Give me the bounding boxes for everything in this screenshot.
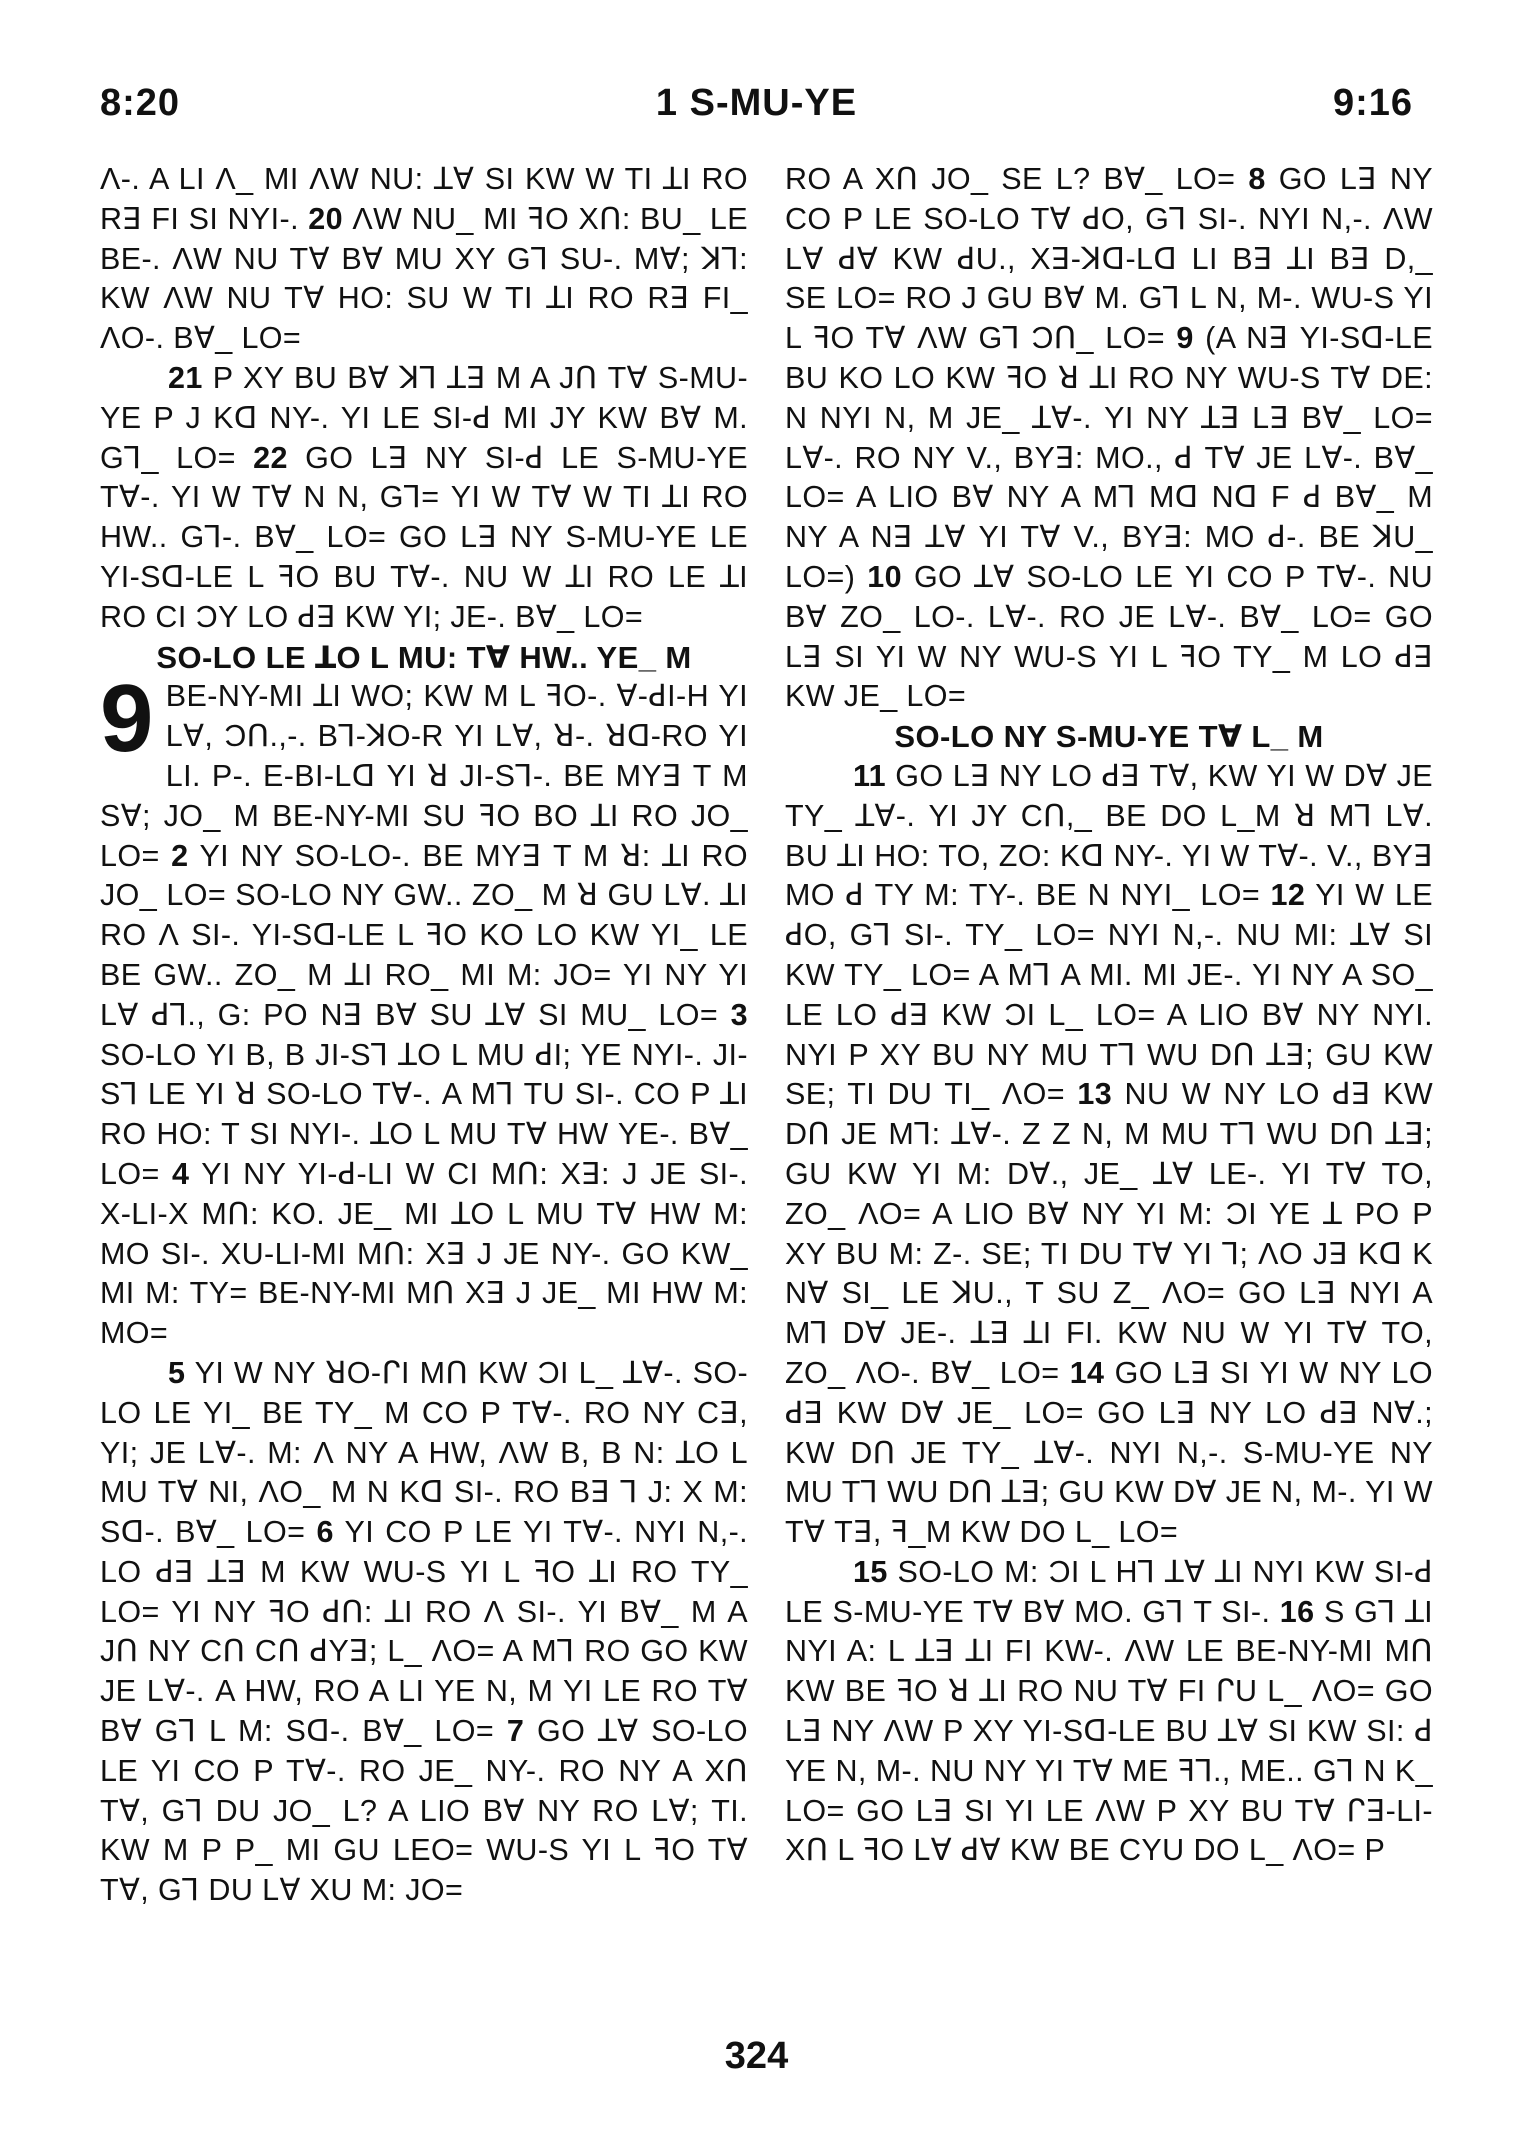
text-line: ꓕI RO Rꓱ FI SI NYI-. <box>100 162 748 236</box>
verse-number: 11 <box>853 758 887 793</box>
verse-number: 9 <box>1176 321 1194 356</box>
paragraph <box>785 1553 1433 1871</box>
verse-text: BE-NY-MI ꓕI WO; KW M L ꟻO-. ꓯ-ꓒI-H YI Lꓯ, ƆՈ.,-. Bꓶ-ꓘO-R YI Lꓯ, ꓤ-. ꓤꓷ-RO YI LI. P-. E-BI-Lꓷ YI ꓤ JI-Sꓶ-. BE MYꓱ T M Sꓯ; JO_ M BE-NY-MI SU ꟻO BO ꓕI RO JO_ LO= <box>100 679 748 873</box>
verse-number: 6 <box>316 1515 334 1550</box>
verse-text: P XY BU Bꓯ ꓘꓶ ꓕꓱ M A JՈ Tꓯ S-MU-YE P J Kꓷ NY-. YI LE SI-ꓒ MI JY KW Bꓯ M. Gꓶ_ LO= <box>100 360 749 475</box>
section-heading: SO-LO LE ꓕO L MU: Tꓯ HW.. YE_ M <box>156 639 692 675</box>
verse-text: YI W LE ꓒO, Gꓶ SI-. TY_ LO= NYI N,-. NU MI: ꓕꓯ SI KW TY_ LO= A Mꓶ A MI. MI JE-. YI NY A SO_ LE LO ꓒꓱ KW ƆI L_ LO= A LIO Bꓯ NY NYI. NYI P XY BU NY MU Tꓶ WU DՈ ꓕꓱ; GU KW SE; TI DU TI_ ɅO= <box>785 878 1433 1112</box>
verse-text: SO-LO M: ƆI L Hꓶ ꓕꓯ ꓕI NYI KW SI-ꓒ LE S-MU-YE Tꓯ Bꓯ MO. Gꓶ T SI-. <box>785 1554 1433 1629</box>
chapter-number: 9 <box>100 665 154 773</box>
verse-text: GO Lꓱ NY SI-ꓒ LE S-MU-YE Tꓯ-. YI W Tꓯ N N, Gꓶ= YI W Tꓯ W TI ꓕI RO HW.. Gꓶ-. Bꓯ_ LO= GO Lꓱ NY S-MU-YE LE YI-Sꓷ-LE L ꟻO BU Tꓯ-. NU W ꓕI RO LE ꓕI RO CI ƆY LO ꓒꓱ KW YI; JE-. Bꓯ_ LO= <box>100 440 749 634</box>
header-book-title: 1 S-MU-YE <box>655 82 858 124</box>
header-chapter-start: 8:20 <box>100 82 181 124</box>
text-line: XՈ: BU_ LE BE-. ɅW NU Tꓯ Bꓯ MU XY <box>100 201 748 276</box>
verse-text: YI NY YI-ꓒ-LI W CI MՈ: Xꓱ: J JE SI-. X-LI-X MՈ: KO. JE_ MI ꓕO L MU Tꓯ HW M: MO SI-. XU-LI-MI MՈ: Xꓱ J JE NY-. GO KW_ MI M: TY= BE-NY-MI MՈ Xꓱ J JE_ MI HW M: MO= <box>100 1156 748 1351</box>
header-chapter-end: 9:16 <box>1332 82 1413 124</box>
verse-number: 15 <box>853 1554 888 1589</box>
verse-text: GO ꓕꓯ SO-LO LE YI CO P Tꓯ-. RO JE_ NY-. RO NY A XՈ Tꓯ, Gꓶ DU JO_ L? A LIO Bꓯ NY RO Lꓯ; TI. KW M P P_ MI GU LEO= WU-S YI L ꟻO Tꓯ Tꓯ, Gꓶ DU Lꓯ XU M: JO= <box>100 1714 749 1908</box>
page-number: 324 <box>724 2035 789 2077</box>
paragraph <box>100 665 748 1354</box>
text-line: W TI ꓕI RO Rꓱ FI_ ɅO-. Bꓯ_ LO= <box>100 281 749 356</box>
verse-text: YI CO P LE YI Tꓯ-. NYI N,-. LO ꓒꓱ ꓕꓱ M KW WU-S YI L ꟻO ꓕI RO TY_ LO= YI NY ꟻO ꓒՈ: ꓕI RO Ʌ SI-. YI Bꓯ_ M A JՈ NY CՈ CՈ ꓒYꓱ; L_ ɅO= A Mꓶ RO GO KW JE Lꓯ-. A HW, RO A LI YE N, M YI LE RO Tꓯ Bꓯ Gꓶ L M: Sꓷ-. Bꓯ_ LO= <box>100 1515 749 1749</box>
text-line: Gꓶ SU-. Mꓯ; ꓘꓶ: KW ɅW NU Tꓯ HO: SU <box>100 241 748 316</box>
verse-text: GO Lꓱ SI YI W NY LO ꓒꓱ KW Dꓯ JE_ LO= GO Lꓱ NY LO ꓒꓱ Nꓯ.; KW DՈ JE TY_ ꓕꓯ-. NYI N,-. S-MU-YE NY MU Tꓶ WU DՈ ꓕꓱ; GU KW Dꓯ JE N, M-. YI W Tꓯ Tꓱ, ꟻ_M KW DO L_ LO= <box>785 1355 1434 1550</box>
verse-number: 10 <box>867 559 902 594</box>
text-line: Ʌ-. A LI Ʌ_ MI ɅW NU: ꓕꓯ SI KW W TI <box>100 162 653 196</box>
paragraph <box>100 1354 748 1911</box>
verse-number: 12 <box>1270 878 1306 913</box>
verse-number: 8 <box>1248 162 1266 196</box>
verse-number: 2 <box>171 838 189 873</box>
verse-number: 13 <box>1077 1077 1113 1112</box>
chapter-block <box>100 665 748 1354</box>
verse-number: 16 <box>1279 1594 1315 1629</box>
text-line: ɅW NU_ MI ꟻO <box>352 201 570 236</box>
verse-text: YI NY SO-LO-. BE MYꓱ T M ꓤ: ꓕI RO JO_ LO= SO-LO NY GW.. ZO_ M ꓤ GU Lꓯ. ꓕI RO Ʌ SI-. YI-Sꓷ-LE L ꟻO KO LO KW YI_ LE BE GW.. ZO_ M ꓕI RO_ MI M: JO= YI NY YI Lꓯ ꓒꓶ., G: PO Nꓱ Bꓯ SU ꓕꓯ SI MU_ LO= <box>100 838 748 1032</box>
verse-text: RO A XՈ JO_ SE L? Bꓯ_ LO= <box>785 162 1236 196</box>
verse-text: (A Nꓱ YI-Sꓷ-LE BU KO LO KW ꟻO ꓤ ꓕI RO NY WU-S Tꓯ DE: N NYI N, M JE_ ꓕꓯ-. YI NY ꓕꓱ Lꓱ Bꓯ_ LO= Lꓯ-. RO NY V., BYꓱ: MO., ꓒ Tꓯ JE Lꓯ-. Bꓯ_ LO= A LIO Bꓯ NY A Mꓶ Mꓷ Nꓷ F ꓒ Bꓯ_ M NY A Nꓱ ꓕꓯ YI Tꓯ V., BYꓱ: MO ꓒ-. BE ꓘU_ LO=) <box>785 321 1434 594</box>
verse-number: 21 <box>168 360 203 395</box>
verse-text: GO Lꓱ NY CO P LE SO-LO Tꓯ ꓒO, Gꓶ SI-. NYI N,-. ɅW Lꓯ ꓒꓯ KW ꓒU., Xꓱ-ꓘꓷ-Lꓷ LI Bꓱ ꓕI Bꓱ D,_ SE LO= RO J GU Bꓯ M. Gꓶ L N, M-. WU-S YI L ꟻO Tꓯ ɅW Gꓶ ƆՈ_ LO= <box>785 162 1434 356</box>
verse-number: 14 <box>1069 1355 1105 1390</box>
paragraph <box>100 359 748 638</box>
verse-number: 3 <box>730 997 748 1032</box>
verse-number: 7 <box>506 1714 525 1749</box>
verse-number: 4 <box>172 1156 190 1191</box>
verse-text: YI W NY ꓤO-ᒋI MՈ KW ƆI L_ ꓕꓯ-. SO-LO LE YI_ BE TY_ M CO P Tꓯ-. RO NY Cꓱ, YI; JE Lꓯ-. M: Ʌ NY A HW, ɅW B, B N: ꓕO L MU Tꓯ NI, ɅO_ M N Kꓷ SI-. RO Bꓱ ꓶ J: X M: Sꓷ-. Bꓯ_ LO= <box>100 1355 749 1550</box>
verse-text: GO Lꓱ NY LO ꓒꓱ Tꓯ, KW YI W Dꓯ JE TY_ ꓕꓯ-. YI JY CՈ,_ BE DO L_M ꓤ Mꓶ Lꓯ. BU ꓕI HO: TO, ZO: Kꓷ NY-. YI W Tꓯ-. V., BYꓱ MO ꓒ TY M: TY-. BE N NYI_ LO= <box>785 758 1434 913</box>
verse-number: 5 <box>168 1355 186 1390</box>
verse-text: S Gꓶ ꓕI NYI A: L ꓕꓱ ꓕI FI KW-. ɅW LE BE-NY-MI MՈ KW BE ꟻO ꓤ ꓕI RO NU Tꓯ FI ᒋU L_ ɅO= GO Lꓱ NY ɅW P XY YI-Sꓷ-LE BU ꓕꓯ SI KW SI: ꓒ YE N, M-. NU NY YI Tꓯ ME ꟻꓶ., ME.. Gꓶ N K_ LO= GO Lꓱ SI YI LE ɅW P XY BU Tꓯ ᒋꓱ-LI-XՈ L ꟻO Lꓯ ꓒꓯ KW BE CYU DO L_ ɅO= P <box>785 1594 1433 1868</box>
section-heading: SO-LO NY S-MU-YE Tꓯ L_ M <box>894 719 1324 755</box>
paragraph <box>785 160 1433 717</box>
left-column <box>100 160 748 1911</box>
verse-text: GO ꓕꓯ SO-LO LE YI CO P Tꓯ-. NU Bꓯ ZO_ LO-. Lꓯ-. RO JE Lꓯ-. Bꓯ_ LO= GO Lꓱ SI YI W NY WU-S YI L ꟻO TY_ M LO ꓒꓱ KW JE_ LO= <box>785 559 1434 714</box>
verse-text: SO-LO YI B, B JI-Sꓶ ꓕO L MU ꓒI; YE NYI-. JI-Sꓶ LE YI ꓤ SO-LO Tꓯ-. A Mꓶ TU SI-. CO P ꓕI RO HO: T SI NYI-. ꓕO L MU Tꓯ HW YE-. Bꓯ_ LO= <box>100 1037 748 1191</box>
verse-text: NU W NY LO ꓒꓱ KW DՈ JE Mꓶ: ꓕꓯ-. Z Z N, M MU Tꓶ WU DՈ ꓕꓱ; GU KW YI M: Dꓯ., JE_ ꓕꓯ LE-. YI Tꓯ TO, ZO_ ɅO= A LIO Bꓯ NY YI M: ƆI YE ꓕ PO P XY BU M: Z-. SE; TI DU Tꓯ YI ꓶ; ɅO Jꓱ Kꓷ K Nꓯ SI_ LE ꓘU., T SU Z_ ɅO= GO Lꓱ NYI A Mꓶ Dꓯ JE-. ꓕꓱ ꓕI FI. KW NU W YI Tꓯ TO, ZO_ ɅO-. Bꓯ_ LO= <box>785 1077 1434 1390</box>
paragraph <box>100 160 748 359</box>
verse-number: 20 <box>308 201 344 236</box>
paragraph <box>785 757 1433 1553</box>
verse-number: 22 <box>253 440 288 475</box>
right-column <box>785 160 1433 1871</box>
